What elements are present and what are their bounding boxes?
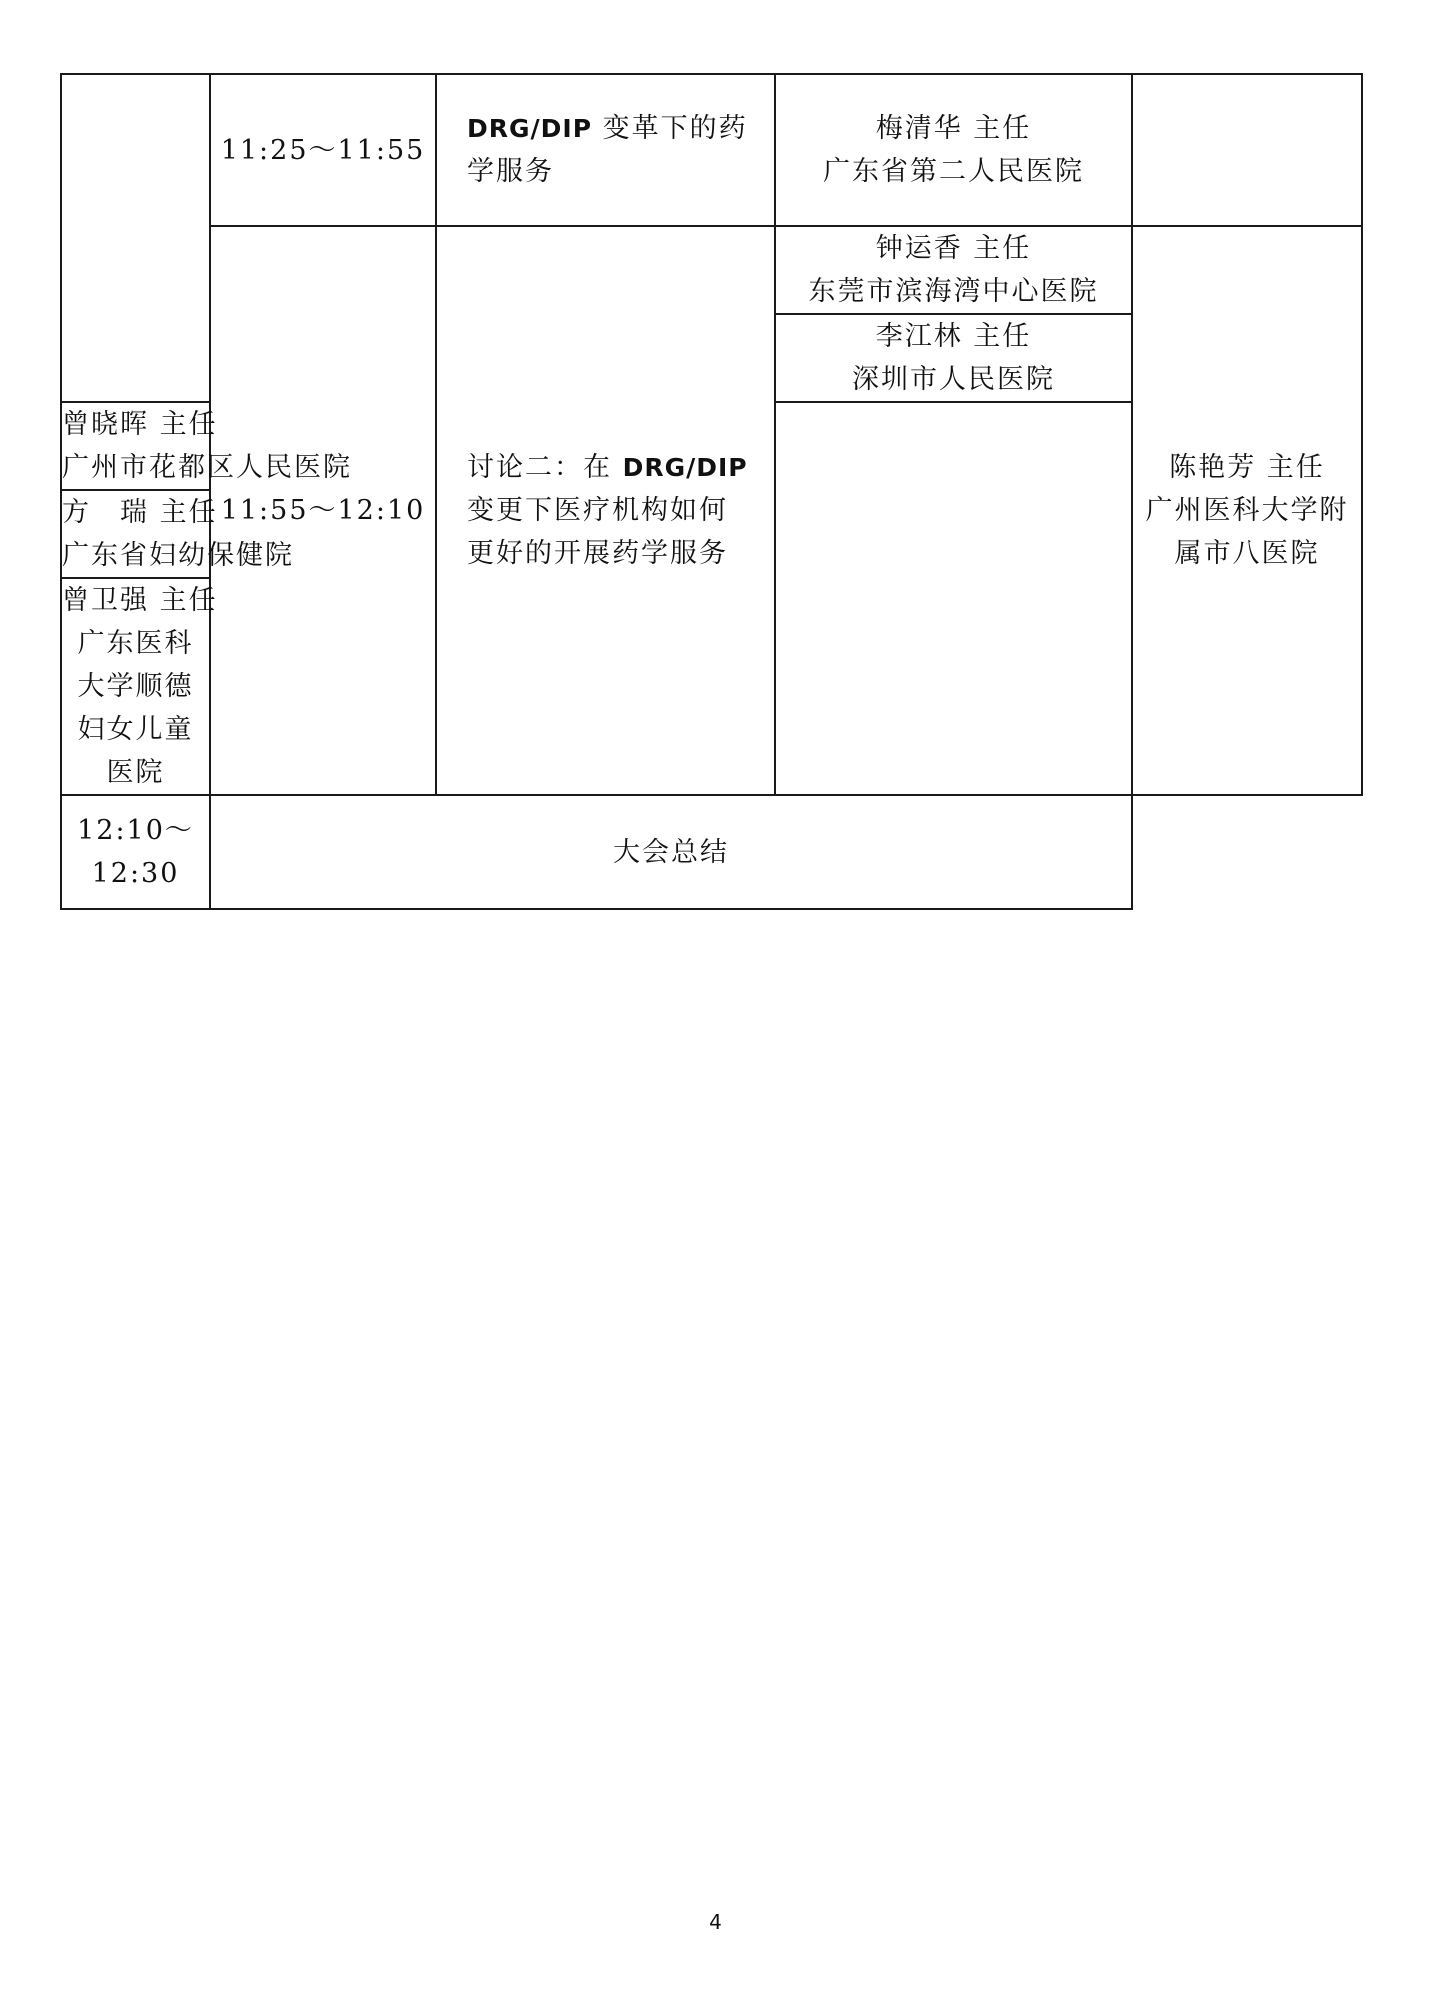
table-row (61, 226, 1362, 314)
speaker-org: 广东医科大学顺德妇女儿童医院 (77, 628, 194, 788)
agenda-table (60, 73, 1363, 910)
topic-text (453, 446, 762, 575)
time-cell (210, 226, 436, 795)
speaker-org: 深圳市人民医院 (852, 364, 1055, 395)
speaker-name: 钟运香 主任 (875, 233, 1032, 264)
topic-rest: 变革下的药学服务 (467, 113, 748, 187)
speaker-cell (775, 226, 1132, 314)
chair-org: 广州医科大学附属市八医院 (1145, 495, 1349, 569)
topic-after: 变更下医疗机构如何更好的开展药学服务 (467, 495, 728, 569)
topic-cell (436, 226, 775, 795)
speaker-name: 方 瑞 主任 (62, 497, 218, 528)
speaker-cell (61, 402, 352, 490)
speaker-org: 广州市花都区人民医院 (62, 452, 352, 483)
session-blank-cell (61, 74, 210, 402)
speaker-cell (61, 578, 218, 795)
speaker-cell (775, 74, 1132, 226)
summary-cell (210, 795, 1132, 909)
time-text: 12:10～12:30 (77, 815, 194, 889)
topic-cell (436, 74, 775, 226)
chair-name: 陈艳芳 主任 (1169, 452, 1325, 483)
speaker-name: 李江林 主任 (875, 321, 1032, 352)
speaker-name: 曾卫强 主任 (62, 585, 218, 616)
table-row (61, 74, 1362, 226)
topic-text (453, 107, 762, 193)
time-text: 11:55～12:10 (220, 495, 426, 526)
time-text: 11:25～11:55 (220, 134, 426, 166)
speaker-org: 广东省妇幼保健院 (62, 540, 294, 571)
speaker-org: 东莞市滨海湾中心医院 (808, 276, 1099, 307)
topic-latin: DRG/DIP (467, 114, 593, 143)
summary-text: 大会总结 (613, 836, 729, 868)
speaker-org: 广东省第二人民医院 (823, 156, 1084, 187)
topic-latin: DRG/DIP (622, 453, 748, 482)
topic-before: 讨论二：在 (467, 452, 623, 483)
time-cell (61, 795, 210, 909)
speaker-cell (775, 314, 1132, 402)
table-row (61, 795, 1362, 909)
time-cell (210, 74, 436, 226)
page-number: 4 (709, 1910, 722, 1934)
speaker-name: 梅清华 主任 (875, 113, 1032, 144)
speaker-cell (61, 490, 294, 578)
chair-cell (1132, 226, 1362, 795)
speaker-name: 曾晓晖 主任 (62, 409, 218, 440)
chair-cell-empty (1132, 74, 1362, 226)
